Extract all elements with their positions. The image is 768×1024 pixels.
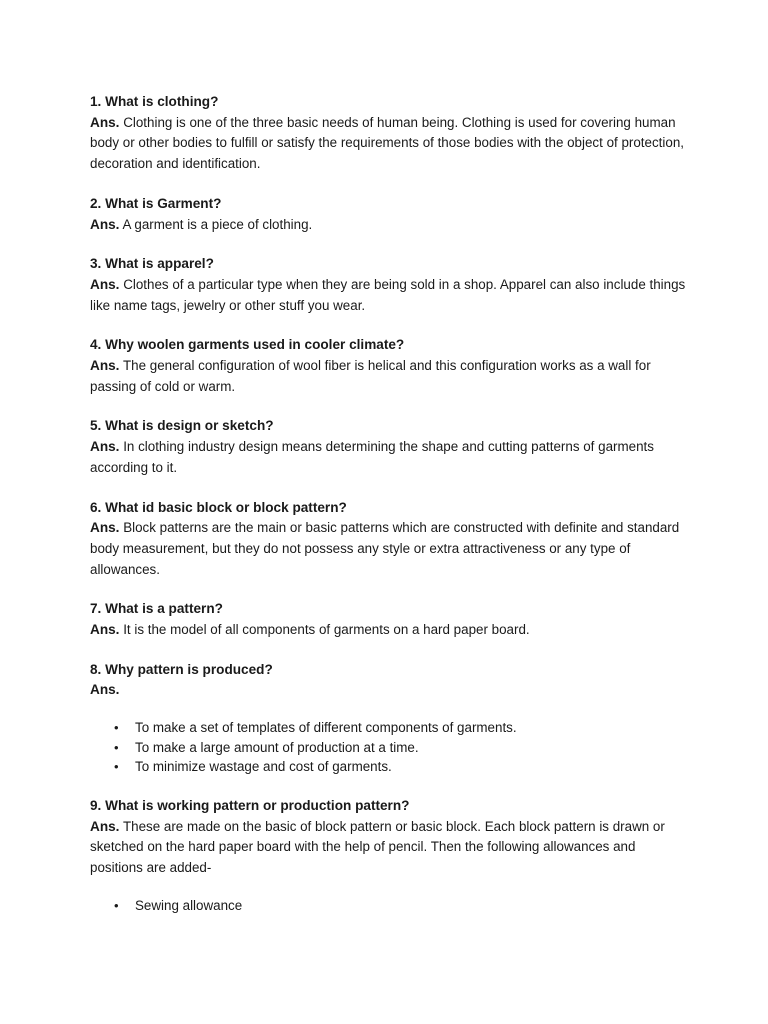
bullet-list — [90, 896, 690, 916]
bullet-item: • To minimize wastage and cost of garments. — [114, 757, 690, 777]
bullet-item: • To make a set of templates of different components of garments. — [114, 718, 690, 738]
qa-item-3 — [90, 254, 690, 316]
bullet-item: • To make a large amount of production at a time. — [114, 738, 690, 758]
answer-label: Ans. — [90, 682, 120, 698]
answer-label: Ans. — [90, 818, 120, 834]
question-text: 5. What is design or sketch? — [90, 418, 274, 434]
qa-item-4 — [90, 335, 690, 397]
qa-item-8 — [90, 660, 690, 777]
answer-label: Ans. — [90, 216, 120, 232]
answer-paragraph — [90, 680, 690, 701]
qa-item-7 — [90, 599, 690, 640]
answer-label: Ans. — [90, 276, 120, 292]
question-text: 1. What is clothing? — [90, 94, 219, 109]
answer-text: The general configuration of wool fiber is helical and this configuration works as a wall for passing of cold or warm. — [90, 358, 651, 394]
question-text: 4. Why woolen garments used in cooler climate? — [90, 337, 405, 353]
document-body — [90, 92, 690, 934]
answer-paragraph — [90, 518, 690, 580]
qa-item-5 — [90, 416, 690, 478]
answer-text: In clothing industry design means determining the shape and cutting patterns of garments according to it. — [90, 439, 654, 475]
answer-paragraph — [90, 275, 690, 316]
answer-text: Clothing is one of the three basic needs of human being. Clothing is used for covering human body or other bodies to fulfill or satisfy the requirements of those bodies with the object of protection, decoration and identification. — [90, 114, 684, 172]
answer-paragraph — [90, 620, 690, 641]
answer-text: Clothes of a particular type when they are being sold in a shop. Apparel can also include things like name tags, jewelry or other stuff you wear. — [90, 276, 686, 313]
answer-paragraph — [90, 215, 690, 236]
qa-item-6 — [90, 498, 690, 581]
qa-item-9 — [90, 796, 690, 915]
bullet-list — [90, 718, 690, 777]
answer-text: These are made on the basic of block pattern or basic block. Each block pattern is drawn or sketched on the hard paper board with the help of pencil. Then the following allowances and positions are added- — [90, 818, 665, 876]
answer-paragraph — [90, 113, 690, 175]
answer-label: Ans. — [90, 622, 120, 638]
question-text: 6. What id basic block or block pattern? — [90, 499, 347, 515]
answer-label: Ans. — [90, 520, 120, 536]
question-text: 3. What is apparel? — [90, 256, 214, 272]
answer-text: A garment is a piece of clothing. — [122, 216, 313, 232]
qa-item-1 — [90, 92, 690, 175]
answer-text: Block patterns are the main or basic patterns which are constructed with definite and standard body measurement, but they do not possess any style or extra attractiveness or any type of allowances. — [90, 520, 680, 577]
answer-label: Ans. — [90, 439, 120, 455]
answer-text: It is the model of all components of garments on a hard paper board. — [123, 622, 530, 638]
answer-paragraph — [90, 356, 690, 397]
question-text: 9. What is working pattern or production pattern? — [90, 797, 410, 813]
answer-label: Ans. — [90, 358, 120, 374]
bullet-item: • Sewing allowance — [114, 896, 690, 916]
answer-label: Ans. — [90, 114, 120, 130]
question-text: 7. What is a pattern? — [90, 601, 223, 617]
answer-paragraph — [90, 437, 690, 478]
question-text: 8. Why pattern is produced? — [90, 661, 273, 677]
qa-item-2 — [90, 194, 690, 235]
answer-paragraph — [90, 817, 690, 879]
question-text: 2. What is Garment? — [90, 195, 222, 211]
